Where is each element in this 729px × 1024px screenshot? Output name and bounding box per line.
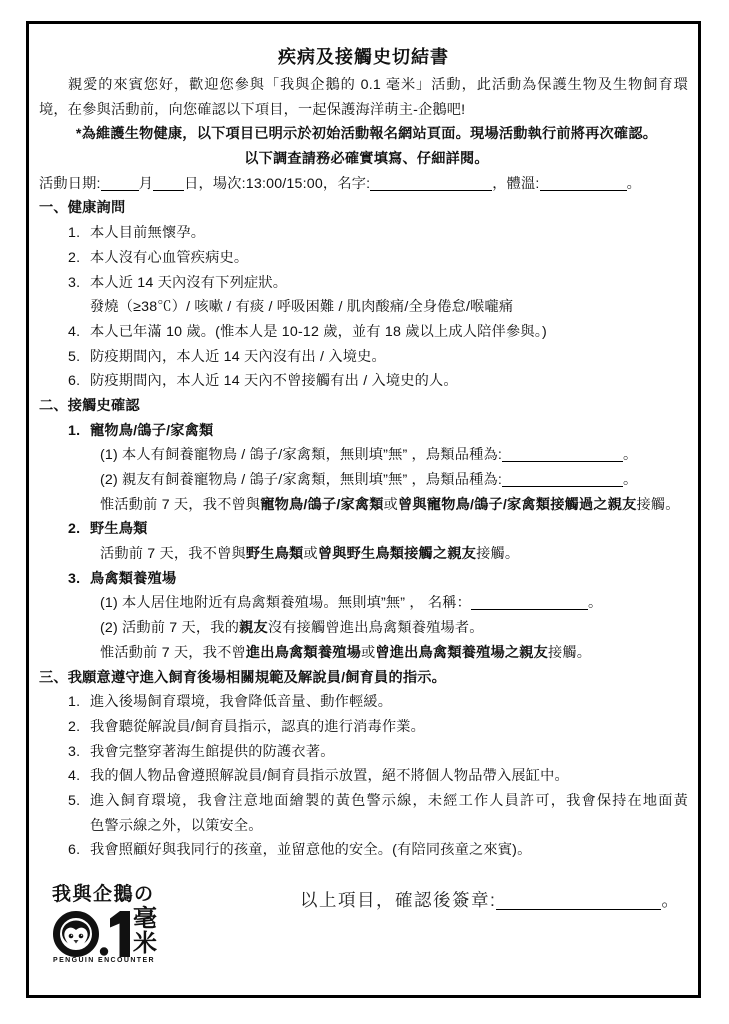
item-number: 6. <box>68 373 81 390</box>
item-text: 本人近 14 天內沒有下列症狀。 <box>90 274 288 291</box>
farm-name-field[interactable] <box>471 595 588 610</box>
note-emphasis: 寵物鳥/鴿子/家禽類 <box>260 496 384 513</box>
logo-number-mark <box>48 906 138 960</box>
item-text: 我的個人物品會遵照解說員/飼育員指示放置，絕不將個人物品帶入展缸中。 <box>90 768 569 785</box>
group-title: 鳥禽類養殖場 <box>90 570 177 587</box>
sub-number: (1) <box>100 447 118 464</box>
note-emphasis: 曾進出鳥禽類養殖場之親友 <box>375 644 549 661</box>
item-number: 1. <box>68 694 81 711</box>
note-text: 惟活動前 7 天，我不曾與 <box>100 496 261 513</box>
sub-text: 本人居住地附近有鳥禽類養殖場。無則填”無” ， 名稱： <box>122 595 472 612</box>
sub-text: 活動前 7 天，我的 <box>122 620 240 637</box>
contact-group-1-note <box>39 493 694 518</box>
sub-text: 本人有飼養寵物鳥 / 鴿子/家禽類，無則填”無” ，鳥類品種為: <box>122 447 503 464</box>
group-number: 1. <box>68 422 81 439</box>
contact-group-1-sub-1 <box>39 443 694 468</box>
logo-decimal-dot <box>100 947 108 955</box>
rule-item-5 <box>39 789 694 814</box>
intro-text-1: 親愛的來賓您好，歡迎您參與「我與企鵝的 0.1 毫米」活動，此活動為保護生物及生物飼育環 <box>68 77 688 93</box>
sub-text: 沒有接觸曾進出鳥禽類養殖場者。 <box>267 620 484 637</box>
notice-line-1: *為維護生物健康，以下項目已明示於初始活動報名網站頁面。現場活動執行前將再次確認。 <box>75 126 658 143</box>
signature-end: 。 <box>661 890 681 910</box>
sub-text: 親友有飼養寵物鳥 / 鴿子/家禽類，無則填”無” ，鳥類品種為: <box>122 472 503 488</box>
health-item-6 <box>39 369 694 394</box>
contact-group-2-title <box>39 517 694 542</box>
registration-line <box>39 172 694 197</box>
relative-bird-species-field[interactable] <box>502 472 623 487</box>
item-number: 2. <box>68 718 81 735</box>
logo-digit-one <box>110 911 130 957</box>
item-text: 本人目前無懷孕。 <box>90 225 206 242</box>
note-emphasis: 野生鳥類 <box>245 546 304 563</box>
temperature-field[interactable] <box>540 176 627 191</box>
rule-item-5-continued: 色警示線之外，以策安全。 <box>90 817 263 834</box>
contact-group-3-sub-1 <box>39 591 694 616</box>
contact-group-2-note <box>39 542 694 567</box>
registration-end: 。 <box>626 175 641 192</box>
item-text: 我會聽從解說員/飼育員指示，認真的進行消毒作業。 <box>90 718 426 735</box>
item-text: 本人沒有心血管疾病史。 <box>90 249 249 266</box>
item-number: 5. <box>68 348 81 365</box>
signature-field[interactable] <box>496 892 661 910</box>
sub-end: 。 <box>588 595 603 612</box>
contact-group-3-title <box>39 567 694 592</box>
item-number: 3. <box>68 274 81 291</box>
note-emphasis: 曾與野生鳥類接觸之親友 <box>317 546 477 563</box>
intro-line-1 <box>39 73 694 98</box>
day-session-name-label: 日，場次:13:00/15:00，名字: <box>184 175 371 192</box>
symptoms-list: 發燒（≥38℃）/ 咳嗽 / 有痰 / 呼吸困難 / 肌肉酸痛/全身倦怠/喉嚨痛 <box>90 299 514 316</box>
section-3-header: 三、我願意遵守進入飼育後場相關規範及解說員/飼育員的指示。 <box>39 669 446 686</box>
contact-group-3-note <box>39 641 694 666</box>
item-number: 4. <box>68 323 81 340</box>
note-text: 惟活動前 7 天，我不曾 <box>100 644 246 661</box>
day-field[interactable] <box>153 176 184 191</box>
logo-title: 我與企鵝の <box>52 884 155 905</box>
sub-emphasis: 親友 <box>239 620 268 637</box>
item-number: 5. <box>68 792 81 809</box>
note-text: 或 <box>360 644 376 661</box>
month-label: 月 <box>138 175 154 192</box>
own-bird-species-field[interactable] <box>502 447 623 462</box>
name-field[interactable] <box>370 176 492 191</box>
date-label: 活動日期: <box>39 175 101 192</box>
notice-line-2: 以下調查請務必確實填寫、仔細詳閱。 <box>244 151 489 168</box>
note-text: 接觸。 <box>476 546 520 563</box>
item-text: 我會照顧好與我同行的孩童，並留意他的安全。(有陪同孩童之來賓)。 <box>90 842 532 859</box>
health-item-1 <box>39 221 694 246</box>
group-title: 寵物鳥/鴿子/家禽類 <box>90 422 214 439</box>
sub-number: (2) <box>100 472 118 488</box>
logo-unit-hao: 毫 <box>133 905 157 932</box>
intro-line-2: 境，在參與活動前，向您確認以下項目，一起保護海洋萌主-企鵝吧! <box>39 101 466 118</box>
item-number: 3. <box>68 743 81 760</box>
item-text: 本人已年滿 10 歲。(惟本人是 10-12 歲，並有 18 歲以上成人陪伴參與。) <box>90 323 547 340</box>
item-text: 防疫期間內，本人近 14 天內不曾接觸有出 / 入境史的人。 <box>90 373 458 390</box>
health-item-2 <box>39 246 694 271</box>
item-number: 1. <box>68 225 81 242</box>
group-number: 3. <box>68 570 81 587</box>
contact-group-1-title <box>39 419 694 444</box>
logo-unit-mi: 米 <box>133 930 157 957</box>
group-title: 野生鳥類 <box>90 521 148 538</box>
rule-item-2 <box>39 715 694 740</box>
sub-end: 。 <box>623 447 638 464</box>
sub-number: (2) <box>100 620 118 637</box>
health-item-4 <box>39 320 694 345</box>
rule-item-4 <box>39 764 694 789</box>
health-item-5 <box>39 345 694 370</box>
group-number: 2. <box>68 521 81 538</box>
note-text: 或 <box>383 496 399 513</box>
item-number: 4. <box>68 768 81 785</box>
signature-line <box>300 889 680 911</box>
note-text: 或 <box>303 546 318 563</box>
item-text: 進入後場飼育環境，我會降低音量、動作輕緩。 <box>90 694 393 711</box>
logo-tagline: PENGUIN ENCOUNTER <box>53 957 155 964</box>
section-2-header: 二、接觸史確認 <box>39 397 140 414</box>
temperature-label: ，體溫: <box>492 175 540 192</box>
item-number: 6. <box>68 842 81 859</box>
signature-label: 以上項目，確認後簽章: <box>300 890 497 910</box>
note-text: 接觸。 <box>636 496 680 513</box>
health-item-3 <box>39 271 694 296</box>
item-text: 進入飼育環境，我會注意地面繪製的黃色警示線，未經工作人員許可，我會保持在地面黃 <box>90 792 688 809</box>
item-text: 我會完整穿著海生館提供的防護衣著。 <box>90 743 335 760</box>
item-number: 2. <box>68 249 81 266</box>
sub-end: 。 <box>623 472 638 488</box>
note-emphasis: 曾與寵物鳥/鴿子/家禽類接觸過之親友 <box>398 496 637 513</box>
rule-item-1 <box>39 690 694 715</box>
rule-item-3 <box>39 740 694 765</box>
contact-group-1-sub-2 <box>39 468 694 493</box>
document-title: 疾病及接觸史切結書 <box>278 47 449 67</box>
month-field[interactable] <box>101 176 139 191</box>
document-body <box>39 73 694 863</box>
item-text: 防疫期間內，本人近 14 天內沒有出 / 入境史。 <box>90 348 386 365</box>
note-emphasis: 進出鳥禽類養殖場 <box>245 644 361 661</box>
contact-group-3-sub-2 <box>39 616 694 641</box>
rule-item-6 <box>39 838 694 863</box>
section-1-header: 一、健康詢問 <box>39 200 126 217</box>
note-text: 接觸。 <box>548 644 592 661</box>
note-text: 活動前 7 天，我不曾與 <box>100 546 246 563</box>
sub-number: (1) <box>100 595 118 612</box>
